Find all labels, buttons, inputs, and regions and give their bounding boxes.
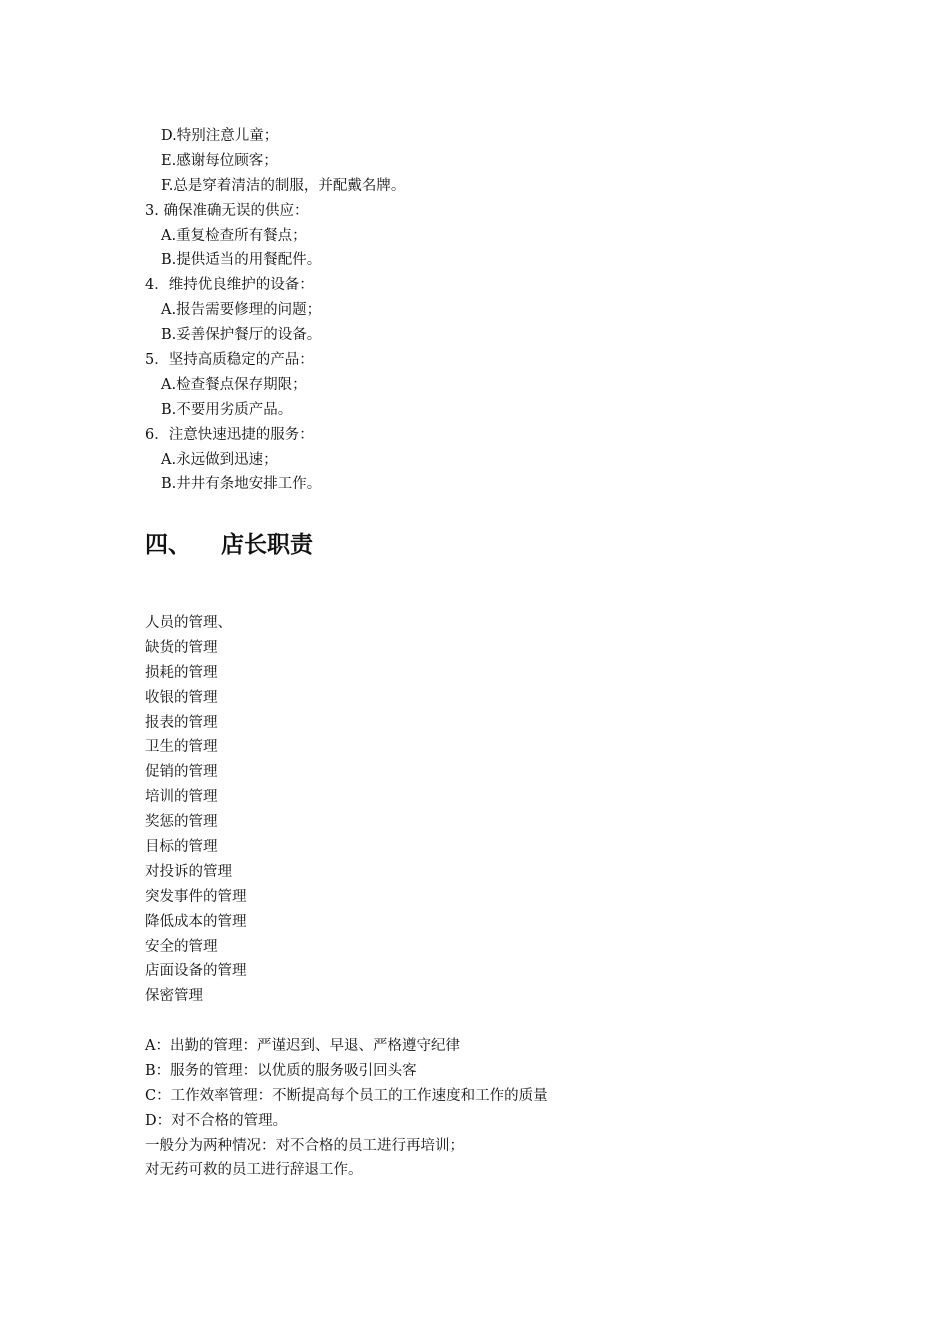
list-heading: 5．坚持高质稳定的产品： (145, 352, 314, 369)
duty-item: 缺货的管理 (145, 639, 218, 656)
duty-item: 奖惩的管理 (145, 814, 218, 831)
section-number: 四、 (145, 531, 191, 558)
duties-details (145, 1034, 548, 1183)
detail-line: A：出勤的管理：严谨迟到、早退、严格遵守纪律 (145, 1038, 460, 1054)
detail-line: 对无药可救的员工进行辞退工作。 (145, 1162, 363, 1179)
duty-item: 促销的管理 (145, 764, 218, 781)
section-heading (145, 527, 313, 563)
duty-item: 对投诉的管理 (145, 863, 232, 880)
list-item: B.不要用劣质产品。 (161, 401, 293, 418)
list-heading: 4．维持优良维护的设备： (145, 277, 314, 294)
duty-item: 保密管理 (145, 988, 203, 1005)
section-title: 店长职责 (221, 531, 313, 558)
duty-item: 损耗的管理 (145, 664, 218, 681)
list-item: A.重复检查所有餐点； (161, 227, 307, 244)
list-item: B.井井有条地安排工作。 (161, 476, 322, 493)
duty-item: 培训的管理 (145, 789, 218, 806)
duty-item: 报表的管理 (145, 714, 218, 731)
duty-item: 降低成本的管理 (145, 913, 247, 930)
list-item: B.妥善保护餐厅的设备。 (161, 327, 322, 344)
duty-item: 人员的管理、 (145, 615, 232, 631)
list-item: D.特别注意儿童； (161, 128, 279, 144)
detail-line: D：对不合格的管理。 (145, 1112, 288, 1129)
detail-line: C：工作效率管理：不断提高每个员工的工作速度和工作的质量 (145, 1087, 548, 1104)
detail-line: 一般分为两种情况：对不合格的员工进行再培训； (145, 1137, 464, 1154)
duty-item: 突发事件的管理 (145, 888, 247, 905)
duty-item: 卫生的管理 (145, 739, 218, 756)
list-item: A.检查餐点保存期限； (161, 376, 307, 393)
section3-list (145, 124, 405, 497)
duty-item: 安全的管理 (145, 938, 218, 955)
list-item: F.总是穿着清洁的制服，并配戴名牌。 (161, 177, 406, 194)
list-item: A.永远做到迅速； (161, 451, 278, 468)
duty-item: 收银的管理 (145, 689, 218, 706)
list-heading: 6．注意快速迅捷的服务： (145, 426, 314, 443)
list-heading: 3. 确保准确无误的供应： (145, 202, 309, 219)
duty-item: 目标的管理 (145, 839, 218, 856)
list-item: A.报告需要修理的问题； (161, 302, 322, 319)
duty-item: 店面设备的管理 (145, 963, 247, 980)
duties-list (145, 611, 247, 1009)
detail-line: B：服务的管理：以优质的服务吸引回头客 (145, 1062, 417, 1079)
list-item: B.提供适当的用餐配件。 (161, 252, 322, 269)
list-item: E.感谢每位顾客； (161, 152, 278, 169)
